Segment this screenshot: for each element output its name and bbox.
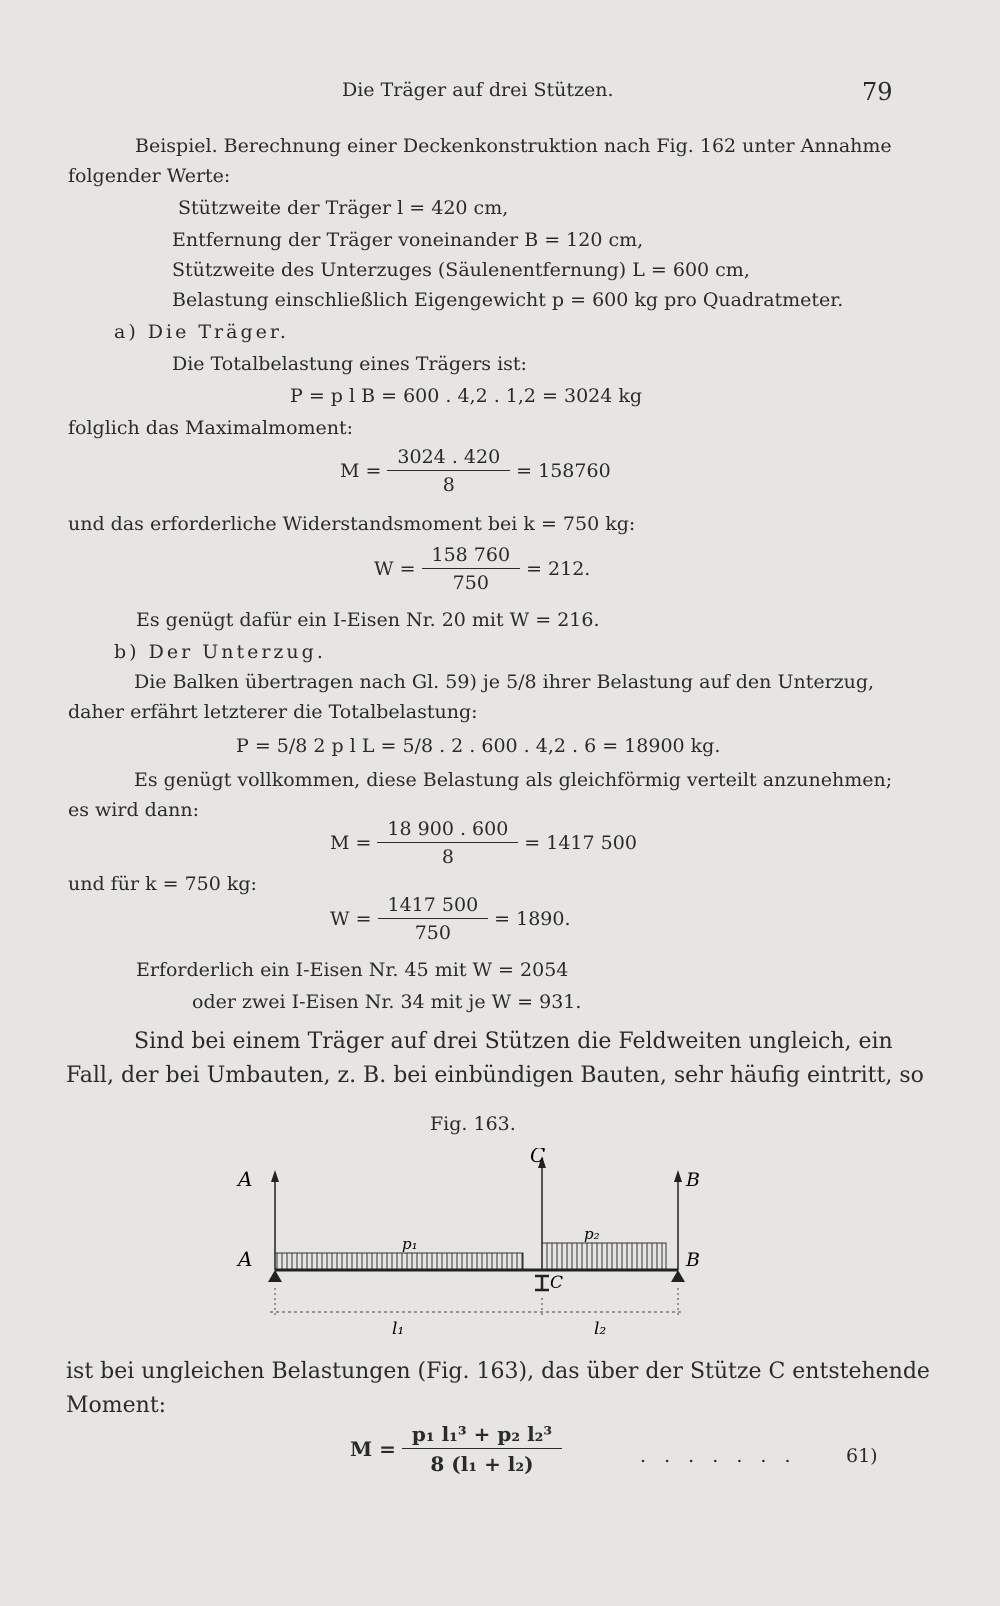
text-line: daher erfährt letzterer die Totalbelastung: (68, 701, 478, 723)
text-line: Moment: (66, 1393, 167, 1418)
eq-numerator: 1417 500 (378, 894, 489, 919)
text-line: Entfernung der Träger voneinander B = 120 cm, (172, 229, 644, 251)
reaction-arrow-b (674, 1170, 682, 1270)
text-line: ist bei ungleichen Belastungen (Fig. 163), das über der Stütze C entstehende (66, 1359, 930, 1384)
eq-denominator: 750 (452, 572, 489, 594)
eq-denominator: 8 (441, 846, 454, 868)
eq-rhs: = 212. (526, 558, 591, 580)
text-line: Fall, der bei Umbauten, z. B. bei einbündigen Bauten, sehr häufig eintritt, so (66, 1063, 924, 1088)
label-p1: p₁ (402, 1235, 418, 1253)
section-heading: b) Der Unterzug. (114, 641, 326, 663)
equation-w-1 (374, 544, 590, 594)
label-l2: l₂ (594, 1319, 607, 1338)
eq-lhs: M = (340, 460, 382, 482)
eq-lhs: W = (330, 908, 372, 930)
page-number: 79 (862, 78, 893, 106)
text-line: folglich das Maximalmoment: (68, 417, 354, 439)
eq-denominator: 750 (414, 922, 451, 944)
support-b-icon (671, 1270, 685, 1282)
equation-moment-1 (340, 446, 611, 496)
eq-rhs: = 1417 500 (524, 832, 637, 854)
eq-rhs: = 158760 (516, 460, 611, 482)
text-line: oder zwei I-Eisen Nr. 34 mit je W = 931. (192, 991, 582, 1013)
label-b: B (686, 1249, 700, 1271)
eq-denominator: 8 (l₁ + l₂) (430, 1452, 534, 1476)
label-l1: l₁ (392, 1319, 405, 1338)
text-line: Erforderlich ein I-Eisen Nr. 45 mit W = 2054 (136, 959, 569, 981)
text-line: und für k = 750 kg: (68, 873, 257, 895)
label-c-top: C (530, 1148, 546, 1167)
section-heading: a) Die Träger. (114, 321, 289, 343)
label-c: C (550, 1273, 564, 1293)
label-p2: p₂ (584, 1225, 600, 1243)
eq-numerator: 158 760 (422, 544, 521, 569)
text-line: Es genügt vollkommen, diese Belastung als gleichförmig verteilt anzunehmen; (134, 769, 893, 791)
equation-number: 61) (846, 1445, 878, 1467)
eq-denominator: 8 (442, 474, 455, 496)
dimension-line (270, 1288, 682, 1316)
eq-numerator: p₁ l₁³ + p₂ l₂³ (402, 1422, 562, 1449)
beam-diagram (230, 1148, 710, 1338)
text-line: es wird dann: (68, 799, 200, 821)
text-line: Stützweite der Träger l = 420 cm, (178, 197, 509, 219)
load-p1 (275, 1253, 523, 1269)
running-header: Die Träger auf drei Stützen. (342, 79, 614, 101)
eq-lhs: W = (374, 558, 416, 580)
text-line: Die Balken übertragen nach Gl. 59) je 5/8 ihrer Belastung auf den Unterzug, (134, 671, 875, 693)
label-a: A (238, 1247, 253, 1271)
text-line: Belastung einschließlich Eigengewicht p = 600 kg pro Quadratmeter. (172, 289, 844, 311)
support-a-icon (268, 1270, 282, 1282)
support-c-icon (535, 1276, 549, 1290)
equation-dots: . . . . . . . (640, 1445, 797, 1467)
load-p2 (542, 1243, 666, 1269)
figure-caption: Fig. 163. (430, 1113, 516, 1135)
text-line: und das erforderliche Widerstandsmoment bei k = 750 kg: (68, 513, 636, 535)
eq-numerator: 3024 . 420 (387, 446, 510, 471)
eq-numerator: 18 900 . 600 (377, 818, 518, 843)
equation-line: P = p l B = 600 . 4,2 . 1,2 = 3024 kg (290, 385, 643, 407)
text-line: Es genügt dafür ein I-Eisen Nr. 20 mit W = 216. (136, 609, 600, 631)
equation-line: P = 5/8 2 p l L = 5/8 . 2 . 600 . 4,2 . 6 = 18900 kg. (236, 735, 721, 757)
label-a-top: A (238, 1167, 253, 1191)
text-line: Beispiel. Berechnung einer Deckenkonstruktion nach Fig. 162 unter Annahme (135, 135, 892, 157)
eq-lhs: M = (330, 832, 372, 854)
eq-lhs: M = (350, 1437, 396, 1461)
equation-moment-2 (330, 818, 637, 868)
label-b-top: B (686, 1169, 700, 1191)
text-line: Sind bei einem Träger auf drei Stützen die Feldweiten ungleich, ein (134, 1029, 893, 1054)
equation-61 (350, 1422, 568, 1476)
text-line: folgender Werte: (68, 165, 231, 187)
text-line: Die Totalbelastung eines Trägers ist: (172, 353, 527, 375)
text-line: Stützweite des Unterzuges (Säulenentfernung) L = 600 cm, (172, 259, 750, 281)
eq-rhs: = 1890. (494, 908, 571, 930)
equation-w-2 (330, 894, 571, 944)
